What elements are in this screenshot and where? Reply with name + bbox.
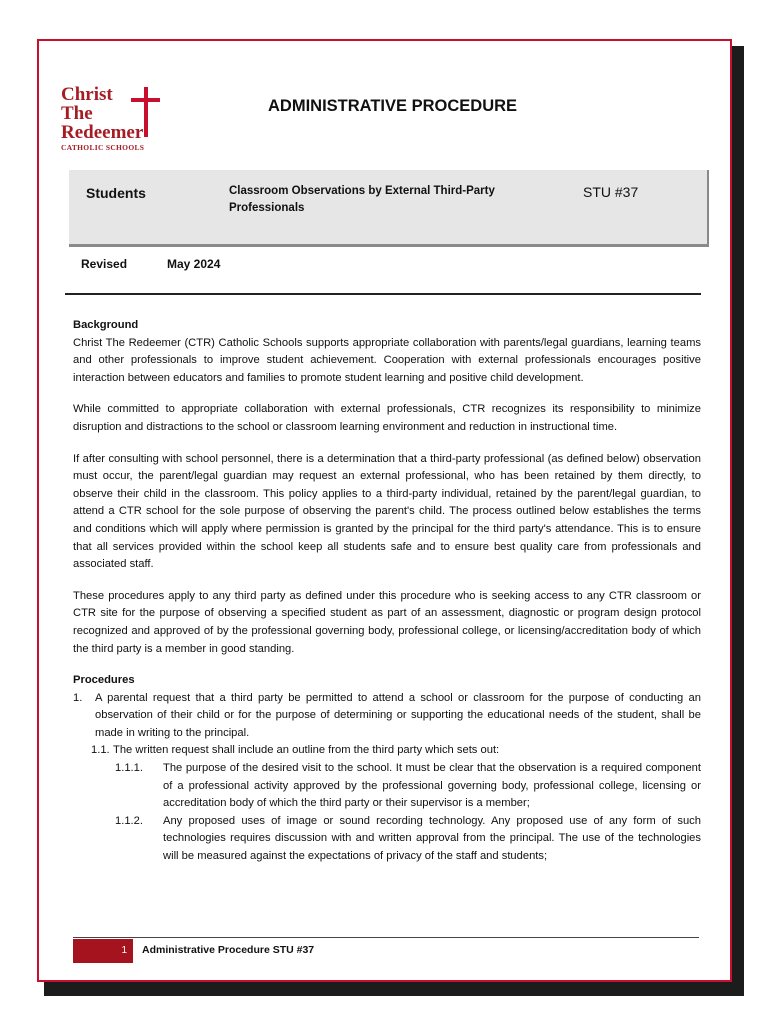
footer-text: Administrative Procedure STU #37	[142, 944, 315, 956]
list-item-text: A parental request that a third party be permitted to attend a school or classroom for the purpose of conducting an observation of their child or for the purpose of determining or supporting the educational needs of the student, shall be made in writing to the principal.	[95, 691, 701, 739]
document-page	[37, 39, 732, 982]
cross-icon	[144, 87, 148, 137]
list-item-text: Any proposed uses of image or sound recording technology. Any proposed use of any form of such technologies requires discussion with and written approval from the principal. The use of the technologies will be measured against the expectations of privacy of the staff and students;	[163, 814, 701, 863]
background-paragraph-1: Christ The Redeemer (CTR) Catholic Schools supports appropriate collaboration with parents/legal guardians, learning teams and other professionals to improve student achievement. Cooperation with external professionals encourages positive interaction between educators and families to promote student learning and positive child development.	[73, 336, 701, 384]
list-item-text: The purpose of the desired visit to the school. It must be clear that the observation is a required component of a professional activity approved by the professional governing body, professional college, licensing or accreditation body of which the third party or their supervisor is a member;	[163, 762, 701, 810]
background-heading: Background	[73, 319, 139, 331]
background-paragraph-2: While committed to appropriate collaboration with external professionals, CTR recognizes its responsibility to minimize disruption and distractions to the school or classroom learning environment and reduction in instructional time.	[73, 403, 701, 433]
list-item-number: 1.1.	[91, 744, 110, 757]
policy-title: Classroom Observations by External Third-Party Professionals	[229, 185, 495, 214]
background-paragraph-3: If after consulting with school personnel, there is a determination that a third-party professional (as defined below) observation must occur, the parent/legal guardian may request an external professional, who has been retained by them directly, to observe their child in the classroom. This policy applies to a third-party individual, retained by the parent/legal guardian, to attend a CTR school for the sole purpose of observing the parent's child. The process outlined below establishes the terms and conditions which will apply where permission is granted by the principal for the third party's attendance. This is to ensure that all services provided within the school keep all students safe and to ensure best quality care from professionals and associated staff.	[73, 452, 701, 571]
page-number: 1	[73, 939, 133, 963]
revised-label: Revised	[81, 257, 128, 271]
ctr-logo	[61, 85, 181, 175]
logo-line-2: The	[61, 103, 93, 124]
logo-line-1: Christ	[61, 84, 113, 105]
revised-date: May 2024	[167, 257, 221, 271]
procedures-heading: Procedures	[73, 674, 135, 687]
background-paragraph-4: These procedures apply to any third party as defined under this procedure who is seeking access to any CTR classroom or CTR site for the purpose of observing a specified student as part of an assessment, diagnostic or program design protocol recognized and approved of by the professional governing body, professional college, or licensing/accreditation body of which the third party is a member in good standing.	[73, 589, 701, 655]
footer-rule	[73, 937, 699, 938]
document-title: ADMINISTRATIVE PROCEDURE	[268, 97, 518, 115]
policy-code: STU #37	[583, 184, 639, 200]
list-item-number: 1.	[73, 691, 83, 704]
divider	[65, 293, 701, 295]
list-item-text: The written request shall include an outline from the third party which sets out:	[113, 744, 500, 757]
policy-section: Students	[86, 185, 146, 201]
list-item	[73, 813, 701, 866]
list-item-number: 1.1.1.	[115, 762, 143, 775]
policy-header-box	[69, 170, 709, 247]
list-item-number: 1.1.2.	[115, 814, 143, 827]
cross-icon-bar	[131, 98, 160, 102]
list-item	[73, 690, 701, 743]
logo-line-3: Redeemer	[61, 122, 144, 143]
list-item	[73, 760, 701, 813]
list-item	[73, 742, 701, 760]
logo-subtitle: CATHOLIC SCHOOLS	[61, 143, 145, 152]
document-body	[73, 317, 701, 866]
